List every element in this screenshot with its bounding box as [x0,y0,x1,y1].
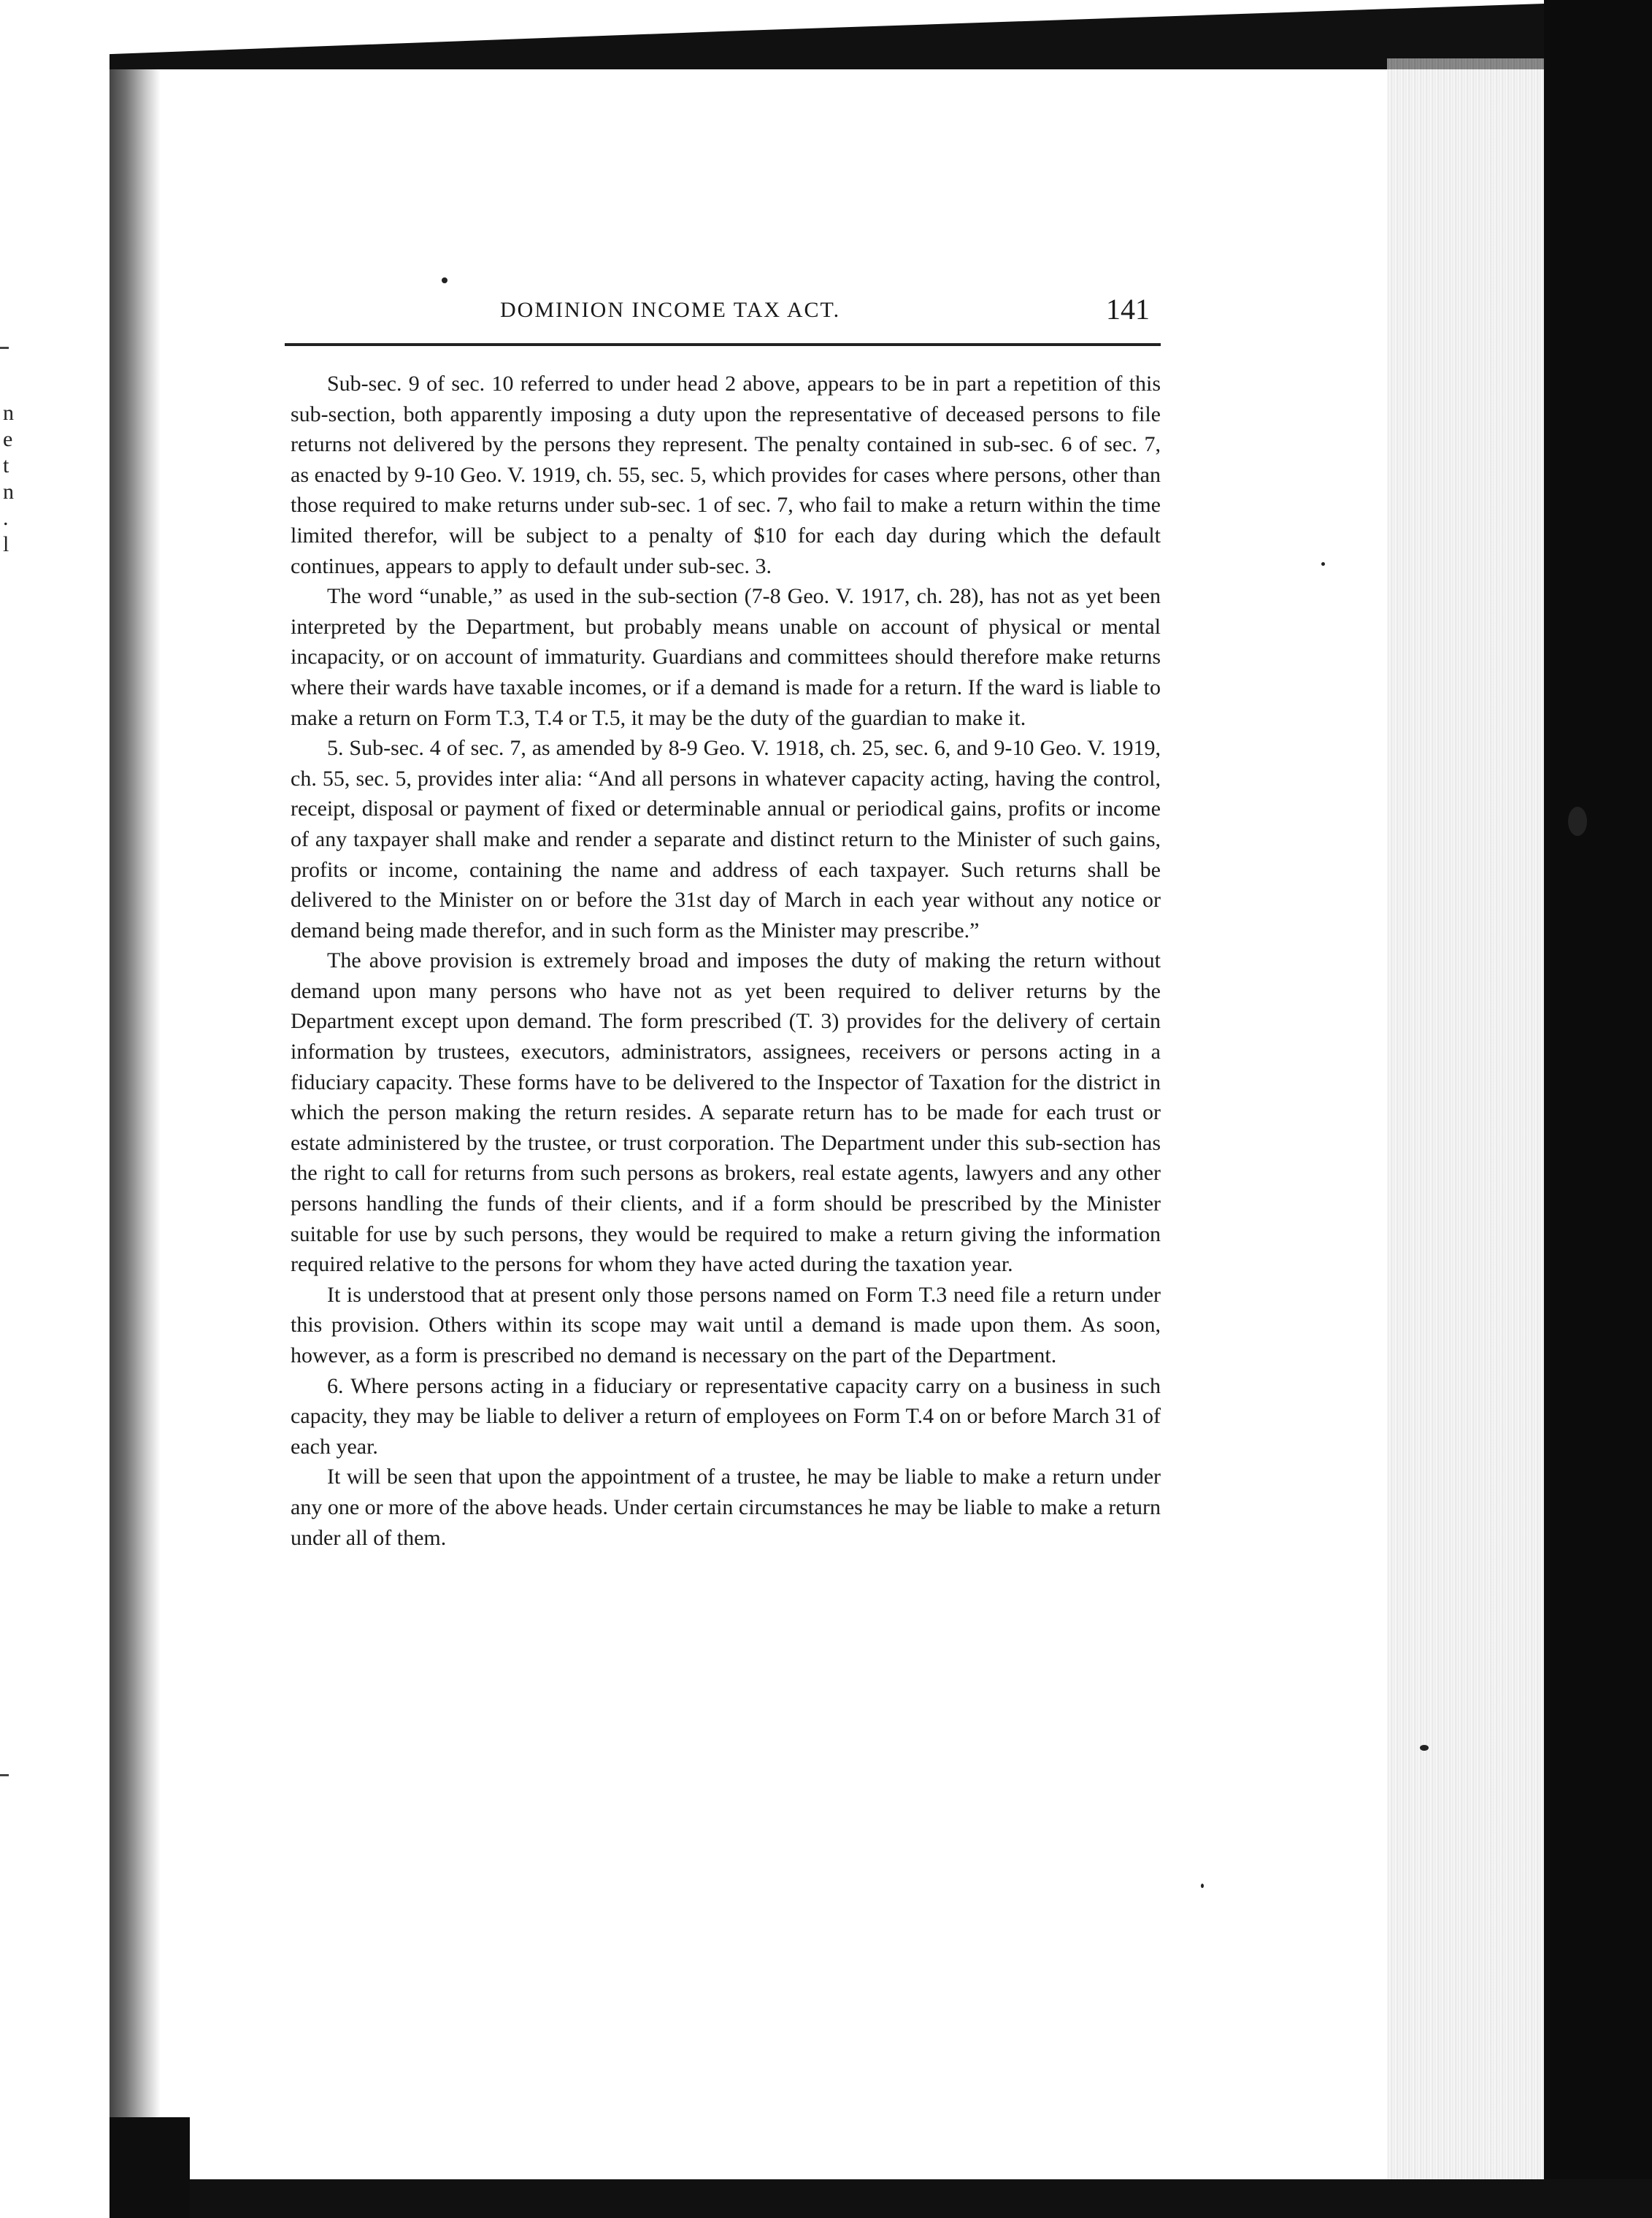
margin-fragment: e [3,427,13,451]
paragraph: It is understood that at present only those persons named on Form T.3 need file a return under this provision. Others within its scope may wait until a demand is made upon them. As soon, however, as a form is prescribed no demand is necessary on the part of the Department. [291,1282,1161,1367]
margin-fragment: n [3,480,14,504]
paragraph: Sub-sec. 9 of sec. 10 referred to under head 2 above, appears to be in part a repetition of this sub-section, both apparently imposing a duty upon the representative of deceased persons to file returns not delivered by the persons they represent. The penalty contained in sub-sec. 6 of sec. 7, as enacted by 9-10 Geo. V. 1919, ch. 55, sec. 5, which provides for cases where persons, other than those required to make returns under sub-sec. 1 of sec. 7, who fail to make a return within the time limited therefor, will be subject to a penalty of $10 for each day during which the default continues, appears to apply to default under sub-sec. 3. [291,372,1161,578]
speck [1201,1884,1204,1888]
speck [1321,562,1325,566]
page-header-title: DOMINION INCOME TAX ACT. [500,298,841,322]
paragraph: It will be seen that upon the appointment of a trustee, he may be liable to make a return under any one or more of the above heads. Under certain circumstances he may be liable to make a return under all of them. [291,1465,1161,1550]
margin-fragment: n [3,401,14,425]
margin-fragment: t [3,453,9,477]
running-head [332,292,1157,336]
header-rule [285,343,1161,346]
speck [442,277,447,283]
body-text [291,369,1161,1553]
speck [1568,807,1587,836]
margin-fragment: l [3,532,9,556]
paragraph: The above provision is extremely broad and imposes the duty of making the return without demand upon many persons who have not as yet been required to deliver returns by the Department except upon demand. The form prescribed (T. 3) provides for the delivery of certain information by trustees, executors, administrators, assignees, receivers or persons acting in a fiduciary capacity. These forms have to be delivered to the Inspector of Taxation for the district in which the person making the return resides. A separate return has to be made for each trust or estate administered by the trustee, or trust corporation. The Department under this sub-section has the right to call for returns from such persons as brokers, real estate agents, lawyers and any other persons handling the funds of their clients, and if a form should be prescribed by the Minister suitable for use by such persons, they would be required to make a return giving the information required relative to the persons for whom they have acted during the taxation year. [291,948,1161,1277]
paragraph: 5. Sub-sec. 4 of sec. 7, as amended by 8-9 Geo. V. 1918, ch. 25, sec. 6, and 9-10 Geo. V. 1919, ch. 55, sec. 5, provides inter alia: “And all persons in whatever capacity acting, having the control, receipt, disposal or payment of fixed or determinable annual or periodical gains, profits or income of any taxpayer shall make and render a separate and distinct return to the Minister of such gains, profits or income, containing the name and address of each taxpayer. Such returns shall be delivered to the Minister on or before the 31st day of March in each year without any notice or demand being made therefor, and in such form as the Minister may prescribe.” [291,736,1161,943]
speck [1420,1745,1429,1751]
page-number: 141 [1106,293,1150,326]
paragraph: 6. Where persons acting in a fiduciary or representative capacity carry on a business in such capacity, they may be liable to deliver a return of employees on Form T.4 on or before March 31 of each year. [291,1373,1161,1459]
paragraph: The word “unable,” as used in the sub-section (7-8 Geo. V. 1917, ch. 28), has not as yet been interpreted by the Department, but probably means unable on account of physical or mental incapacity, or on account of immaturity. Guardians and committees should therefore make returns where their wards have taxable incomes, or if a demand is made for a return. If the ward is liable to make a return on Form T.3, T.4 or T.5, it may be the duty of the guardian to make it. [291,584,1161,730]
margin-fragment: . [3,506,9,530]
